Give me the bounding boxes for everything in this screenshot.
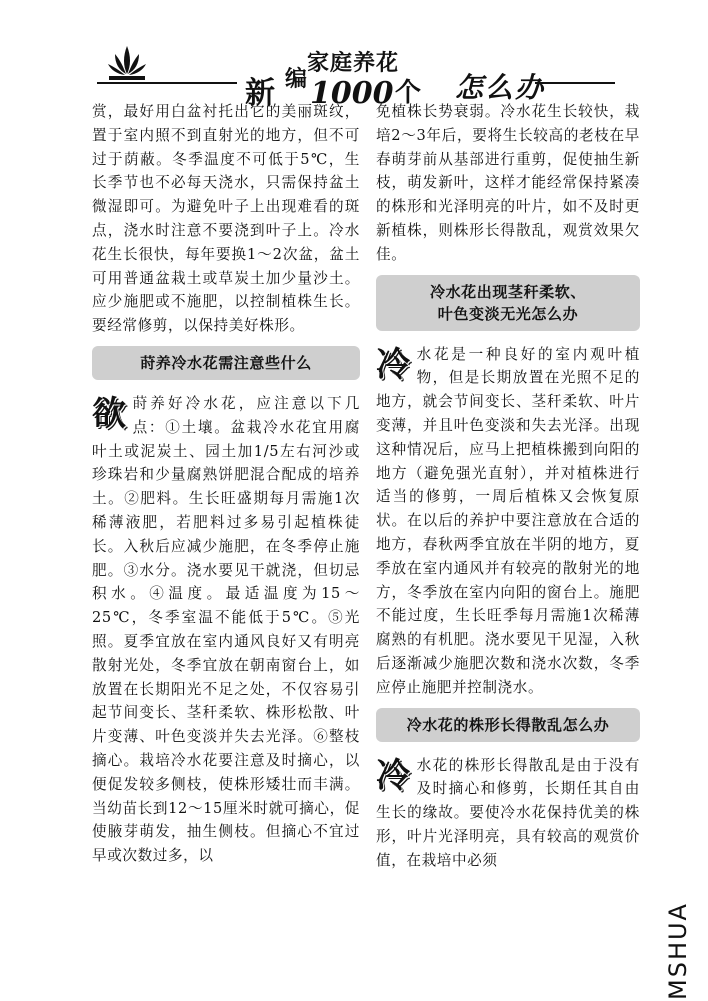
header-zenmeban: 怎么办: [455, 71, 546, 104]
right-paragraph-3-text: 水花的株形长得散乱是由于没有及时摘心和修剪，长期任其自由生长的缘故。要使冷水花保持优美的株形，叶片光泽明亮，具有较高的观赏价值，在栽培中必须: [376, 756, 640, 869]
left-column: [92, 100, 360, 868]
section-heading-care: 莳养冷水花需注意些什么: [92, 346, 360, 380]
header-ge: 个: [395, 78, 422, 108]
page-header: [95, 42, 615, 111]
dropcap-yu: 欲: [92, 393, 127, 434]
right-paragraph-1: 免植株长势衰弱。冷水花生长较快，栽培2～3年后，要将生长较高的老枝在早春萌芽前从基部进行重剪，促使抽生新枝，萌发新叶，这样才能经常保持紧凑的株形和光泽明亮的叶片，如不及时更新植株，则株形长得散乱，观赏效果欠佳。: [376, 103, 640, 263]
lotus-logo-icon: [105, 42, 149, 86]
header-rule-left: [97, 82, 237, 84]
right-paragraph-3: [376, 754, 640, 873]
watermark: MSHUA: [664, 902, 692, 1000]
right-paragraph-2: [376, 343, 640, 700]
section-heading-soft-stem: [376, 275, 640, 331]
section-heading-messy-shape: 冷水花的株形长得散乱怎么办: [376, 708, 640, 742]
header-number: 1000: [310, 76, 394, 111]
section-heading-soft-stem-line2: 叶色变淡无光怎么办: [437, 304, 579, 323]
right-paragraph-2-text: 水花是一种良好的室内观叶植物，但是长期放置在光照不足的地方，就会节间变长、茎秆柔软、叶片变薄，并且叶色变淡和失去光泽。出现这种情况后，应马上把植株搬到向阳的地方（避免强光直射），并对植株进行适当的修剪，一周后植株又会恢复原状。在以后的养护中要注意放在合适的地方，春秋两季宜放在半阴的地方，夏季放在室内通风并有较亮的散射光的地方，冬季放在室内向阳的窗台上。施肥不能过度，生长旺季每月需施1次稀薄腐熟的有机肥。浇水要见干见湿，入秋后逐渐减少施肥次数和浇水次数，冬季应停止施肥并控制浇水。: [376, 345, 640, 696]
right-column: [376, 100, 640, 873]
dropcap-leng-1: 冷: [376, 344, 411, 385]
left-paragraph-2: [92, 392, 360, 868]
header-jiating: 家庭养花: [307, 50, 400, 76]
left-paragraph-1: 赏，最好用白盆衬托出它的美丽斑纹，置于室内照不到直射光的地方，但不可过于荫蔽。冬季温度不可低于5℃，生长季节也不必每天浇水，只需保持盆土微湿即可。为避免叶子上出现难看的斑点，浇水时注意不要浇到叶子上。冷水花生长很快，每年要换1～2次盆，盆土可用普通盆栽土或草炭土加少量沙土。应少施肥或不施肥，以控制植株生长。要经常修剪，以保持美好株形。: [92, 103, 360, 335]
header-xin: 新: [245, 76, 275, 111]
header-rule-right: [535, 82, 615, 84]
dropcap-leng-2: 冷: [376, 755, 411, 796]
left-paragraph-2-text: 莳养好冷水花，应注意以下几点：①土壤。盆栽冷水花宜用腐叶土或泥炭土、园土加1/5左右河沙或珍珠岩和少量腐熟饼肥混合配成的培养土。②肥料。生长旺盛期每月需施1次稀薄液肥，若肥料过多易引起植株徒长。入秋后应减少施肥，在冬季停止施肥。③水分。浇水要见干就浇，但切忌积水。④温度。最适温度为15～25℃，冬季室温不能低于5℃。⑤光照。夏季宜放在室内通风良好又有明亮散射光处，冬季宜放在朝南窗台上，如放置在长期阳光不足之处，不仅容易引起节间变长、茎秆柔软、株形松散、叶片变薄、叶色变淡并失去光泽。⑥整枝摘心。栽培冷水花要注意及时摘心，以便促发较多侧枝，使株形矮壮而丰满。当幼苗长到12～15厘米时就可摘心，促使腋芽萌发，抽生侧枝。但摘心不宜过早或次数过多，以: [92, 394, 360, 865]
header-bian: 编: [285, 67, 308, 92]
section-heading-soft-stem-line1: 冷水花出现茎秆柔软、: [429, 282, 586, 301]
